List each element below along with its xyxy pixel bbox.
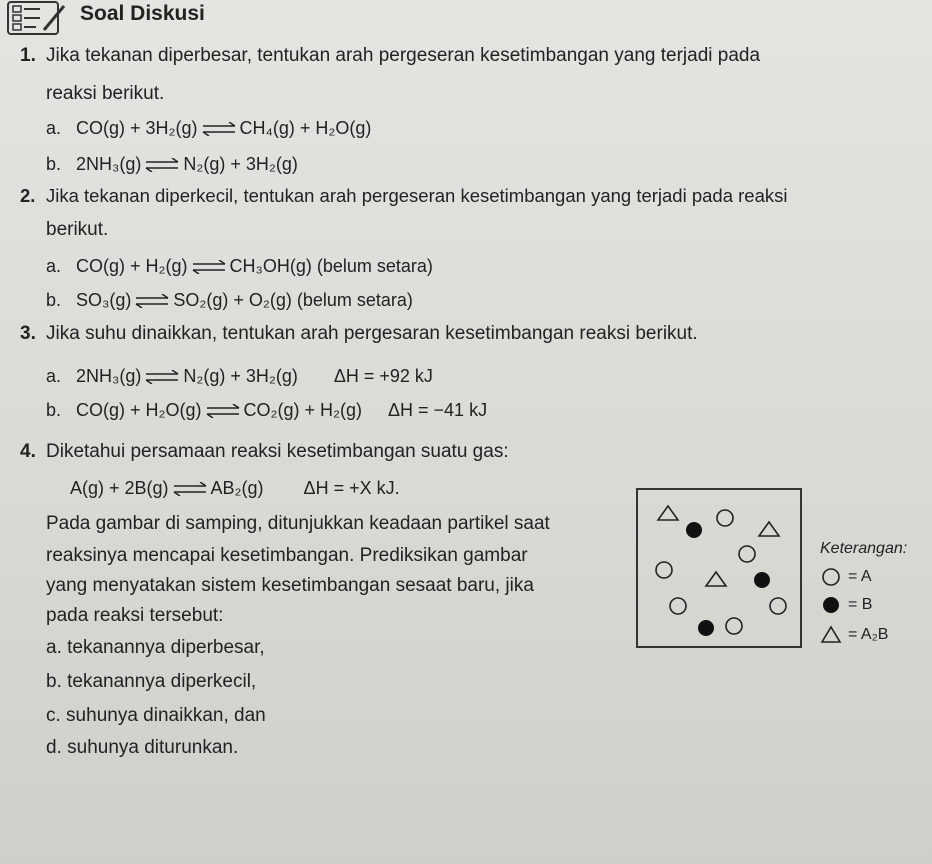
q4-option-c: c. suhunya dinaikkan, dan: [46, 705, 266, 726]
particle-b: [698, 620, 714, 636]
q4-text-line1: [20, 440, 509, 464]
q1-number: 1.: [20, 45, 36, 66]
equilibrium-arrow-icon: [135, 294, 169, 308]
q3-number: 3.: [20, 323, 36, 344]
q3-a-enthalpy: ΔH = +92 kJ: [333, 366, 433, 386]
particle-a: [670, 598, 686, 614]
q1-option-b: b. 2NH₃(g) N₂(g) + 3H₂(g): [46, 154, 298, 174]
q4-equation: A(g) + 2B(g) AB₂(g) ΔH = +X kJ.: [70, 478, 400, 498]
particle-b: [686, 522, 702, 538]
legend-triangle: = A₂B: [820, 624, 888, 646]
particle-a: [726, 618, 742, 634]
q2-option-a: a. CO(g) + H₂(g) CH₃OH(g) (belum setara): [46, 256, 433, 276]
equilibrium-arrow-icon: [202, 122, 236, 136]
legend-title: Keterangan:: [820, 540, 908, 557]
q2-option-b: b. SO₃(g) SO₂(g) + O₂(g) (belum setara): [46, 290, 413, 310]
particle-a: [770, 598, 786, 614]
q4-text-line4: yang menyatakan sistem kesetimbangan sesaat baru, jika: [46, 575, 534, 596]
equilibrium-arrow-icon: [173, 482, 207, 496]
q4-number: 4.: [20, 441, 36, 462]
legend-filled-circle: = B: [820, 594, 872, 616]
q1-option-a: a. CO(g) + 3H₂(g) CH₄(g) + H₂O(g): [46, 118, 372, 138]
q4-text-line2: Pada gambar di samping, ditunjukkan keadaan partikel saat: [46, 513, 550, 534]
legend-open-circle: = A: [820, 566, 872, 588]
q3-b-enthalpy: ΔH = −41 kJ: [388, 400, 488, 420]
particle-a2b: [706, 572, 726, 586]
q4-text-line3: reaksinya mencapai kesetimbangan. Prediksikan gambar: [46, 545, 528, 566]
header-title: Soal Diskusi: [80, 2, 205, 25]
particle-a2b: [658, 506, 678, 520]
q4-text-line5: pada reaksi tersebut:: [46, 605, 224, 626]
q4-enthalpy: ΔH = +X kJ.: [303, 478, 400, 498]
q3-option-b: b. CO(g) + H₂O(g) CO₂(g) + H₂(g) ΔH = −41 kJ: [46, 400, 488, 420]
q1-question: Jika tekanan diperbesar, tentukan arah pergeseran kesetimbangan yang terjadi pada: [46, 45, 761, 66]
q3-text-line1: [20, 322, 698, 346]
particle-a: [739, 546, 755, 562]
q1-text-line1: [20, 44, 760, 68]
particle-a: [717, 510, 733, 526]
equilibrium-arrow-icon: [192, 260, 226, 274]
q2-question: Jika tekanan diperkecil, tentukan arah pergeseran kesetimbangan yang terjadi pada reaksi: [46, 185, 788, 206]
open-circle-icon: [820, 566, 842, 588]
filled-circle-icon: [820, 594, 842, 616]
equilibrium-arrow-icon: [145, 158, 179, 172]
q1-text-line2: reaksi berikut.: [46, 83, 165, 104]
particle-diagram-canvas: [638, 490, 800, 646]
particle-b: [754, 572, 770, 588]
particle-diagram: [636, 488, 802, 648]
q3-question: Jika suhu dinaikkan, tentukan arah pergesaran kesetimbangan reaksi berikut.: [46, 323, 698, 344]
triangle-icon: [820, 624, 842, 646]
particle-a2b: [759, 522, 779, 536]
particle-a: [656, 562, 672, 578]
q4-option-d: d. suhunya diturunkan.: [46, 737, 239, 758]
q2-text-line1: [20, 184, 788, 208]
q2-number: 2.: [20, 185, 36, 206]
equilibrium-arrow-icon: [145, 370, 179, 384]
q4-option-b: b. tekanannya diperkecil,: [46, 671, 257, 692]
checklist-icon: [0, 0, 68, 36]
q3-option-a: a. 2NH₃(g) N₂(g) + 3H₂(g) ΔH = +92 kJ: [46, 366, 433, 386]
q2-text-line2: berikut.: [46, 219, 109, 240]
equilibrium-arrow-icon: [206, 404, 240, 418]
q4-option-a: a. tekanannya diperbesar,: [46, 637, 265, 658]
q4-question: Diketahui persamaan reaksi kesetimbangan suatu gas:: [46, 441, 509, 462]
